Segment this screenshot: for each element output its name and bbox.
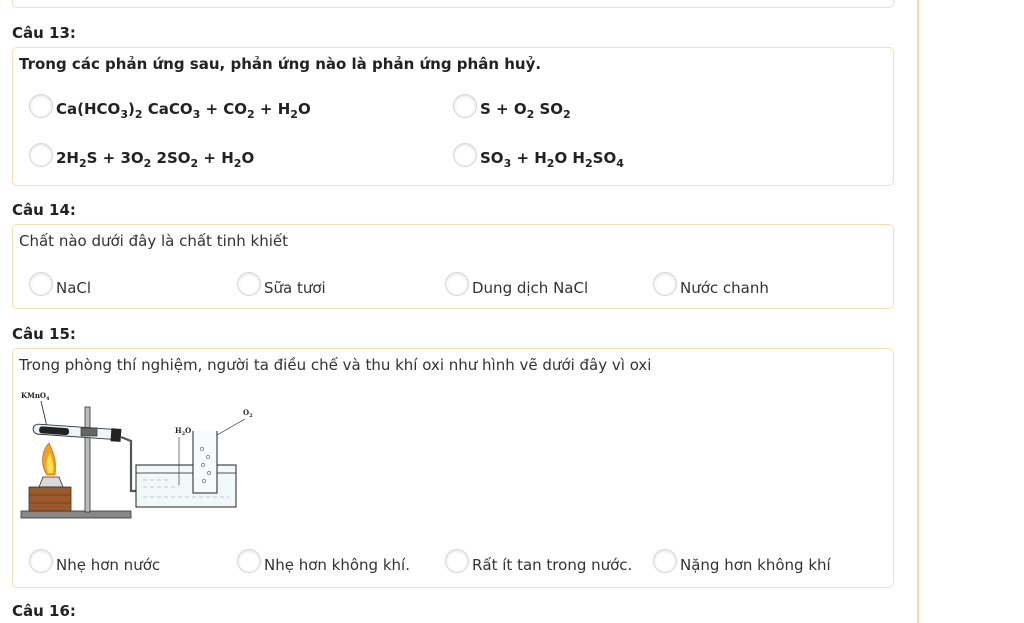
formula-subscript: 4 — [616, 156, 624, 170]
question-14-title: Câu 14: — [12, 201, 76, 219]
formula-text: SO — [534, 99, 564, 118]
formula-text: SO — [592, 148, 617, 167]
formula-subscript: 2 — [290, 107, 298, 121]
question-15-box — [12, 348, 894, 588]
formula-subscript: 2 — [134, 107, 143, 121]
question-15-option-d[interactable] — [653, 553, 831, 577]
radio-button[interactable] — [445, 549, 469, 573]
formula-subscript: 2 — [526, 107, 535, 121]
formula-text: Ca(HCO — [56, 99, 121, 118]
question-15-option-c[interactable] — [445, 553, 632, 577]
question-13-stem: Trong các phản ứng sau, phản ứng nào là phản ứng phân huỷ. — [19, 55, 542, 73]
radio-button[interactable] — [653, 272, 677, 296]
previous-question-box — [12, 0, 894, 8]
option-a-formula — [56, 100, 311, 121]
formula-subscript: 2 — [563, 107, 571, 121]
formula-subscript: 2 — [546, 156, 555, 170]
question-14-option-a[interactable] — [29, 276, 91, 300]
collecting-tube — [193, 431, 217, 493]
formula-text: + H — [198, 148, 234, 167]
formula-text: SO — [480, 148, 504, 167]
option-label: Sữa tươi — [264, 279, 326, 297]
formula-text: CaCO — [142, 99, 193, 118]
water-trough — [136, 465, 236, 507]
option-label: Nhẹ hơn nước — [56, 556, 161, 574]
kmno4-pointer — [41, 401, 47, 427]
question-14-stem: Chất nào dưới đây là chất tinh khiết — [19, 232, 288, 250]
o2-pointer — [217, 419, 245, 435]
formula-subscript: 2 — [143, 156, 152, 170]
formula-text: S + O — [480, 99, 527, 118]
formula-text: 2SO — [151, 148, 191, 167]
radio-button[interactable] — [453, 94, 477, 118]
option-d-formula — [480, 149, 624, 170]
radio-button[interactable] — [445, 272, 469, 296]
formula-text: + H — [511, 148, 547, 167]
question-13-option-c[interactable] — [29, 147, 254, 171]
option-label: Nặng hơn không khí — [680, 556, 831, 574]
label-o2: $O_2$ — [243, 408, 253, 419]
question-13-title: Câu 13: — [12, 24, 76, 42]
formula-subscript: 3 — [503, 156, 512, 170]
question-13-option-a[interactable] — [29, 98, 311, 122]
question-15-option-b[interactable] — [237, 553, 410, 577]
formula-subscript: 2 — [233, 156, 242, 170]
wooden-block — [29, 487, 71, 511]
stand-rod — [85, 407, 90, 512]
oxygen-collection-diagram — [19, 385, 259, 527]
radio-button[interactable] — [653, 549, 677, 573]
option-label: Rất ít tan trong nước. — [472, 556, 633, 574]
radio-button[interactable] — [237, 272, 261, 296]
formula-subscript: 2 — [190, 156, 199, 170]
option-label: Nước chanh — [680, 279, 769, 297]
alcohol-lamp — [39, 477, 63, 487]
question-14-option-b[interactable] — [237, 276, 326, 300]
formula-text: O — [241, 148, 255, 167]
question-15-option-a[interactable] — [29, 553, 160, 577]
formula-text: + H — [254, 99, 291, 118]
question-14-option-c[interactable] — [445, 276, 588, 300]
question-13-option-d[interactable] — [453, 147, 624, 171]
formula-subscript: 3 — [120, 107, 128, 121]
radio-button[interactable] — [29, 143, 53, 167]
formula-text: + CO — [200, 99, 248, 118]
question-14-box — [12, 224, 894, 309]
formula-text: S + 3O — [86, 148, 144, 167]
formula-subscript: 3 — [192, 107, 201, 121]
formula-subscript: 2 — [584, 156, 593, 170]
radio-button[interactable] — [29, 94, 53, 118]
formula-subscript: 2 — [79, 156, 87, 170]
radio-button[interactable] — [453, 143, 477, 167]
question-15-title: Câu 15: — [12, 325, 76, 343]
option-b-formula — [480, 100, 571, 121]
radio-button[interactable] — [237, 549, 261, 573]
question-13-option-b[interactable] — [453, 98, 571, 122]
formula-text: O H — [554, 148, 585, 167]
question-16-title: Câu 16: — [12, 602, 76, 620]
formula-subscript: 2 — [247, 107, 255, 121]
option-label: Dung dịch NaCl — [472, 279, 589, 297]
option-c-formula — [56, 149, 254, 170]
question-13-box — [12, 47, 894, 186]
test-tube — [33, 423, 122, 442]
formula-text: ) — [127, 99, 135, 118]
option-label: Nhẹ hơn không khí. — [264, 556, 410, 574]
right-scroll-divider — [917, 0, 919, 623]
label-h2o: $H_2O$ — [175, 426, 192, 437]
question-14-option-d[interactable] — [653, 276, 769, 300]
question-15-stem: Trong phòng thí nghiệm, người ta điều chế và thu khí oxi như hình vẽ dưới đây vì oxi — [19, 356, 652, 374]
label-kmno4: KMnO$_4$ — [21, 391, 50, 402]
formula-text: O — [297, 99, 311, 118]
option-label: NaCl — [56, 279, 92, 297]
formula-text: 2H — [56, 148, 79, 167]
clamp — [81, 428, 97, 436]
radio-button[interactable] — [29, 549, 53, 573]
radio-button[interactable] — [29, 272, 53, 296]
stand-base — [21, 511, 131, 518]
